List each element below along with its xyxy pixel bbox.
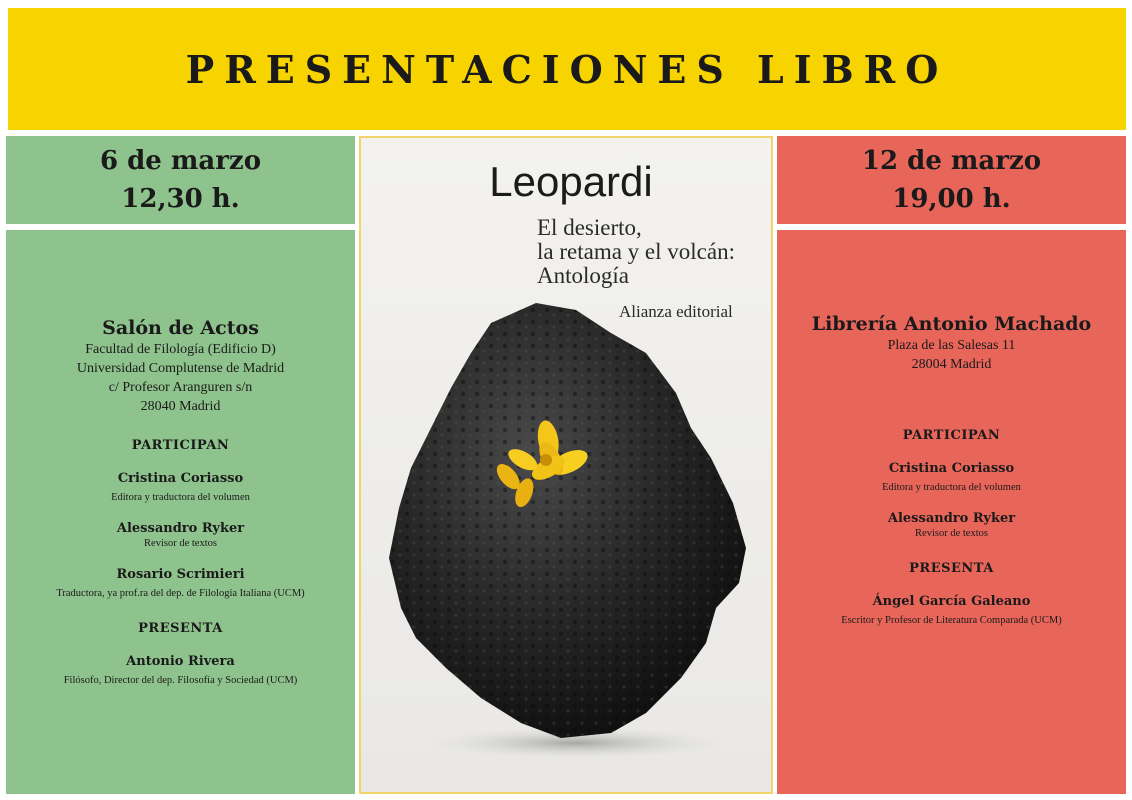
right-info-panel bbox=[777, 230, 1126, 794]
participant-role: Editora y traductora del volumen bbox=[882, 482, 1021, 493]
left-address-line: 28040 Madrid bbox=[140, 399, 221, 414]
presenter-role: Escritor y Profesor de Literatura Comparada (UCM) bbox=[841, 615, 1062, 626]
book-publisher: Alianza editorial bbox=[619, 302, 733, 321]
presenter-name: Antonio Rivera bbox=[126, 654, 235, 669]
participant-name: Alessandro Ryker bbox=[887, 511, 1016, 526]
participant-role: Revisor de textos bbox=[915, 528, 988, 539]
left-presenta-label: PRESENTA bbox=[138, 621, 223, 636]
book-subtitle-line: El desierto, bbox=[537, 215, 642, 240]
presenter-role: Filósofo, Director del dep. Filosofía y Sociedad (UCM) bbox=[63, 675, 298, 686]
right-time: 19,00 h. bbox=[892, 184, 1011, 214]
left-participan-label: PARTICIPAN bbox=[131, 438, 230, 453]
presenter-name: Ángel García Galeano bbox=[872, 594, 1031, 609]
right-date-box bbox=[777, 136, 1126, 224]
book-author: Leopardi bbox=[489, 158, 653, 205]
book-subtitle-line: la retama y el volcán: bbox=[537, 239, 735, 264]
participant-role: Traductora, ya prof.ra del dep. de Filología Italiana (UCM) bbox=[56, 588, 305, 599]
right-participan-label: PARTICIPAN bbox=[902, 428, 1001, 443]
book-cover bbox=[359, 136, 773, 794]
left-address-line: Facultad de Filología (Edificio D) bbox=[85, 342, 276, 357]
left-info-panel bbox=[6, 230, 355, 794]
left-venue: Salón de Actos bbox=[102, 317, 259, 339]
participant-role: Revisor de textos bbox=[144, 538, 217, 549]
participant-name: Rosario Scrimieri bbox=[116, 567, 245, 582]
left-date: 6 de marzo bbox=[99, 146, 262, 176]
participant-name: Cristina Coriasso bbox=[117, 471, 244, 486]
banner-title: PRESENTACIONES LIBRO bbox=[185, 46, 949, 92]
participant-name: Alessandro Ryker bbox=[116, 521, 245, 536]
left-address-line: Universidad Complutense de Madrid bbox=[76, 361, 285, 376]
left-address-line: c/ Profesor Aranguren s/n bbox=[108, 380, 253, 395]
participant-name: Cristina Coriasso bbox=[888, 461, 1015, 476]
left-time: 12,30 h. bbox=[121, 184, 240, 214]
right-date: 12 de marzo bbox=[861, 146, 1042, 176]
book-subtitle-line: Antología bbox=[537, 263, 629, 288]
participant-role: Editora y traductora del volumen bbox=[111, 492, 250, 503]
right-venue: Librería Antonio Machado bbox=[811, 313, 1092, 335]
book-subtitle bbox=[537, 216, 735, 288]
left-date-box bbox=[6, 136, 355, 224]
right-address-line: 28004 Madrid bbox=[911, 357, 992, 372]
title-banner bbox=[8, 8, 1126, 130]
right-presenta-label: PRESENTA bbox=[909, 561, 994, 576]
right-address-line: Plaza de las Salesas 11 bbox=[887, 338, 1016, 353]
